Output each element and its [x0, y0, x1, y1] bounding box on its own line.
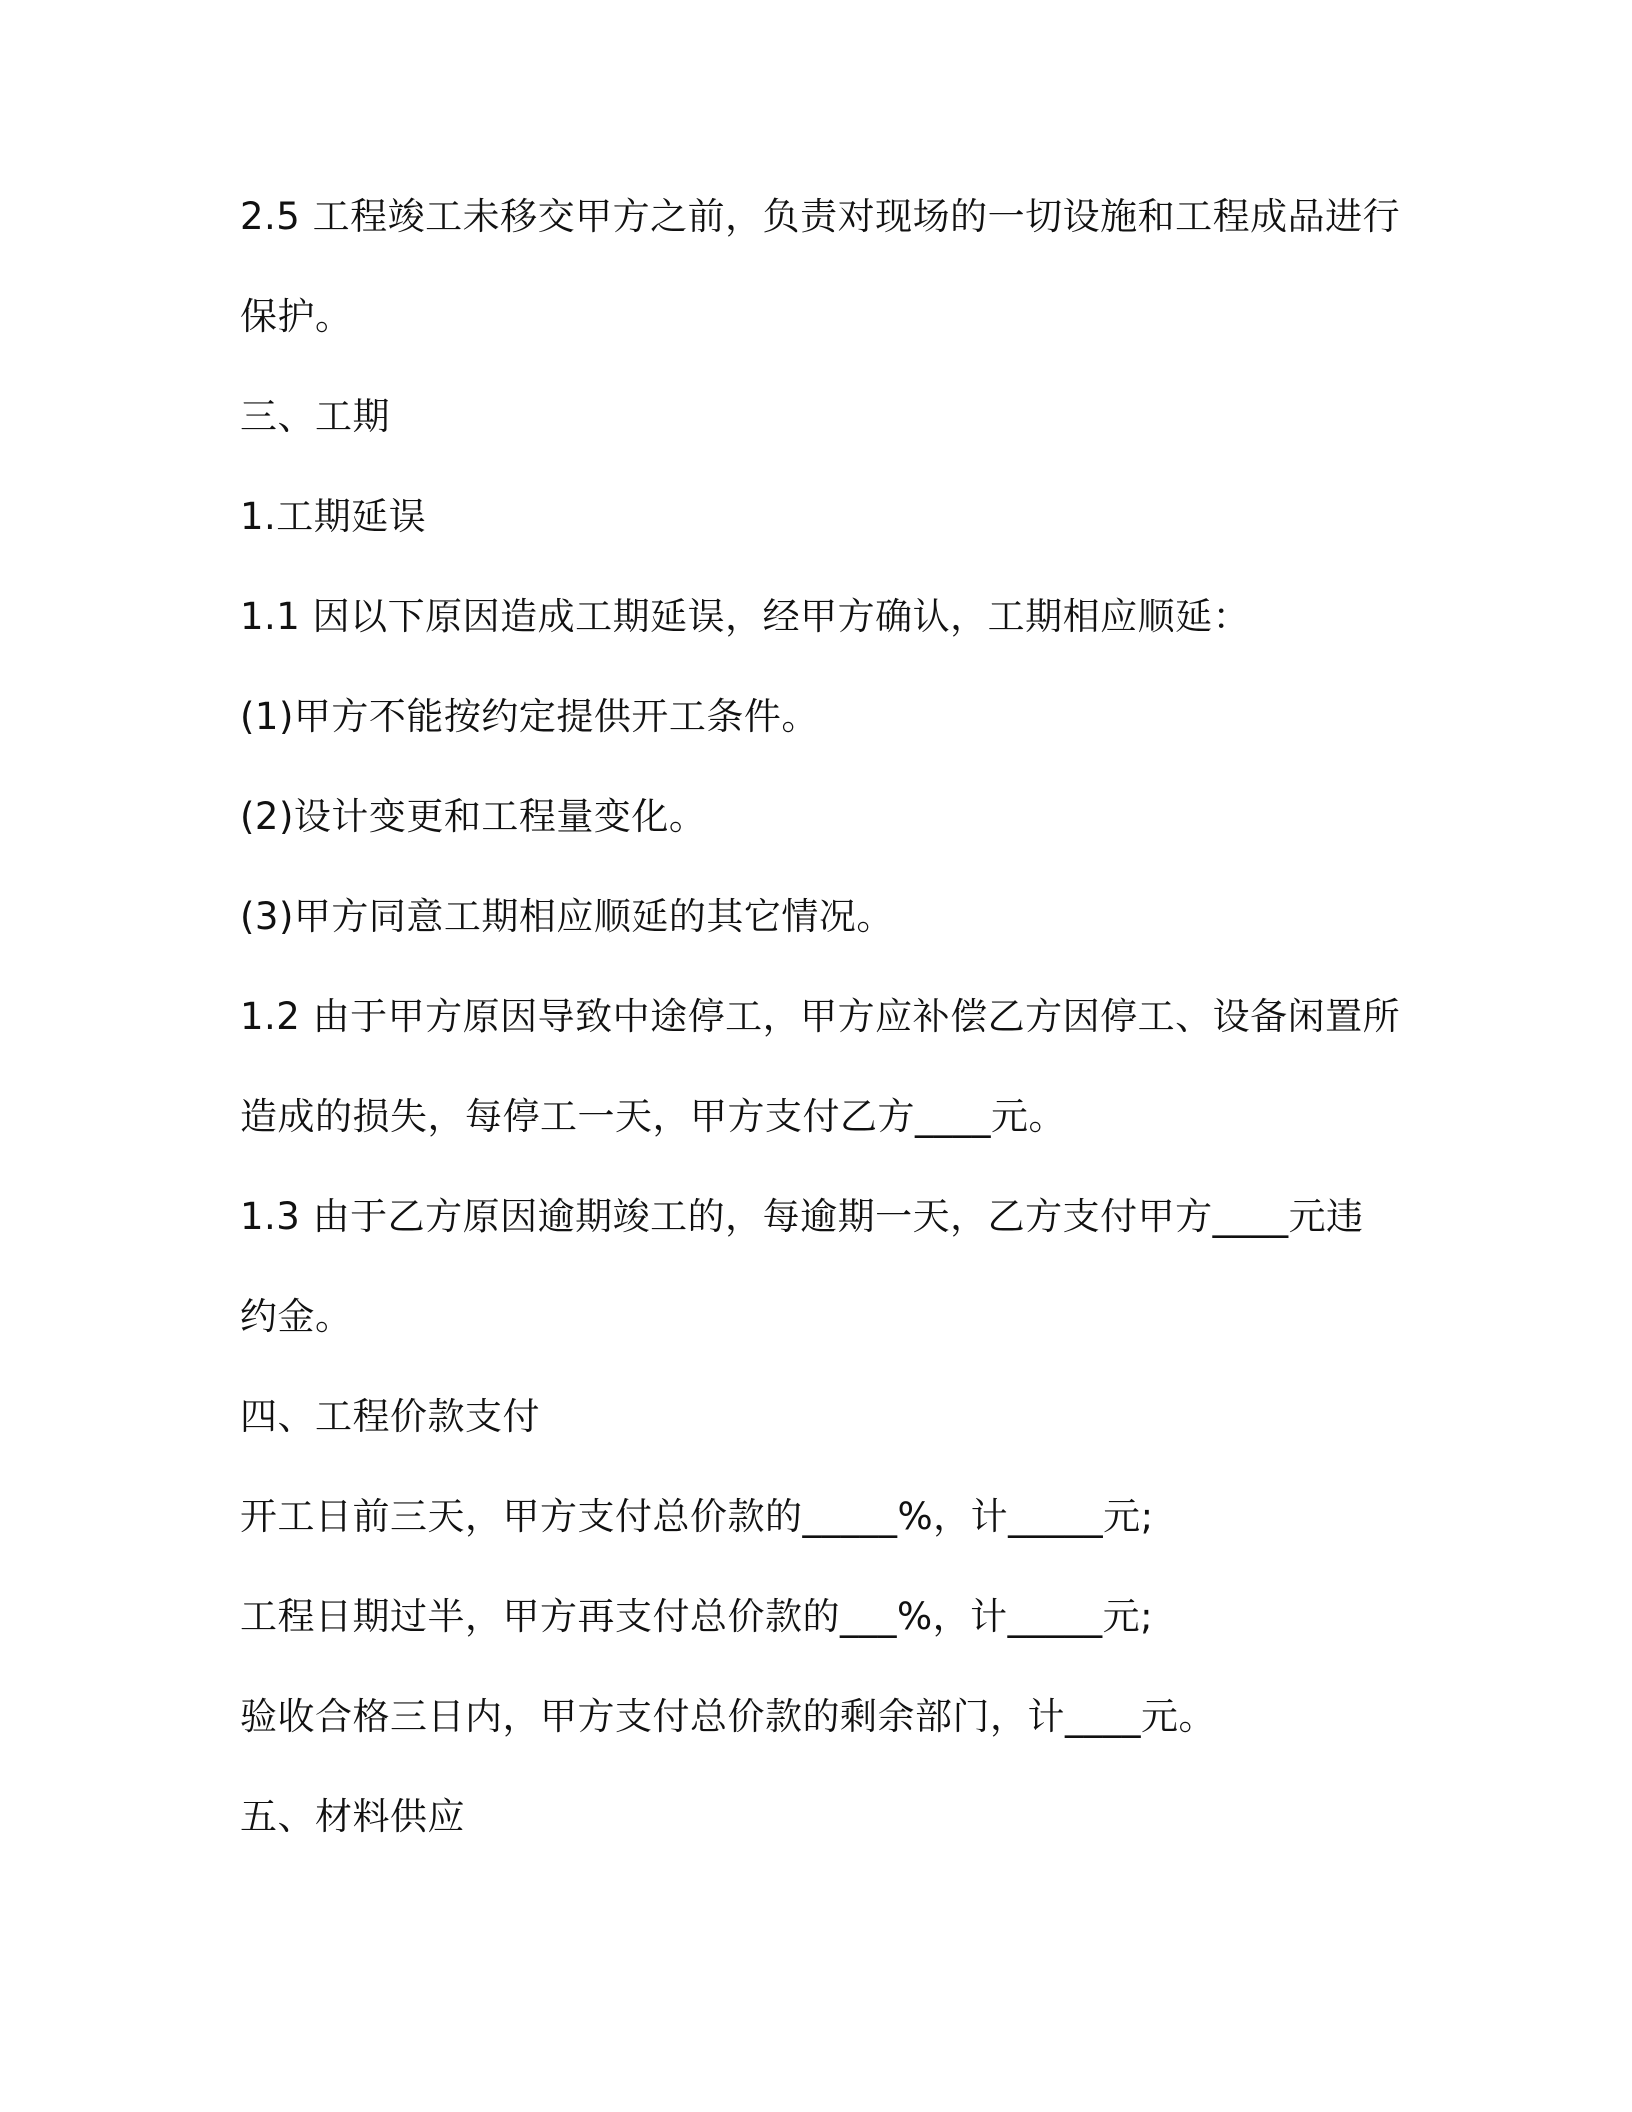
payment-line-1: 开工日前三天，甲方支付总价款的_____%，计_____元; — [240, 1495, 1154, 1538]
section-heading-5: 五、材料供应 — [240, 1795, 465, 1838]
subheading-1: 1.工期延误 — [240, 495, 427, 538]
list-item-3: (3)甲方同意工期相应顺延的其它情况。 — [240, 895, 894, 938]
paragraph-1-1: 1.1 因以下原因造成工期延误，经甲方确认，工期相应顺延： — [240, 595, 1251, 638]
payment-line-2: 工程日期过半，甲方再支付总价款的___%，计_____元; — [240, 1595, 1154, 1638]
paragraph-1-3-line-2: 约金。 — [240, 1295, 353, 1338]
paragraph-2-5-line-1: 2.5 工程竣工未移交甲方之前，负责对现场的一切设施和工程成品进行 — [240, 195, 1401, 238]
paragraph-2-5-line-2: 保护。 — [240, 295, 353, 338]
paragraph-1-2-line-1: 1.2 由于甲方原因导致中途停工，甲方应补偿乙方因停工、设备闲置所 — [240, 995, 1401, 1038]
paragraph-1-2-line-2: 造成的损失，每停工一天，甲方支付乙方____元。 — [240, 1095, 1066, 1138]
section-heading-3: 三、工期 — [240, 395, 390, 438]
section-heading-4: 四、工程价款支付 — [240, 1395, 540, 1438]
paragraph-1-3-line-1: 1.3 由于乙方原因逾期竣工的，每逾期一天，乙方支付甲方____元违 — [240, 1195, 1364, 1238]
list-item-2: (2)设计变更和工程量变化。 — [240, 795, 707, 838]
list-item-1: (1)甲方不能按约定提供开工条件。 — [240, 695, 819, 738]
payment-line-3: 验收合格三日内，甲方支付总价款的剩余部门，计____元。 — [240, 1695, 1216, 1738]
